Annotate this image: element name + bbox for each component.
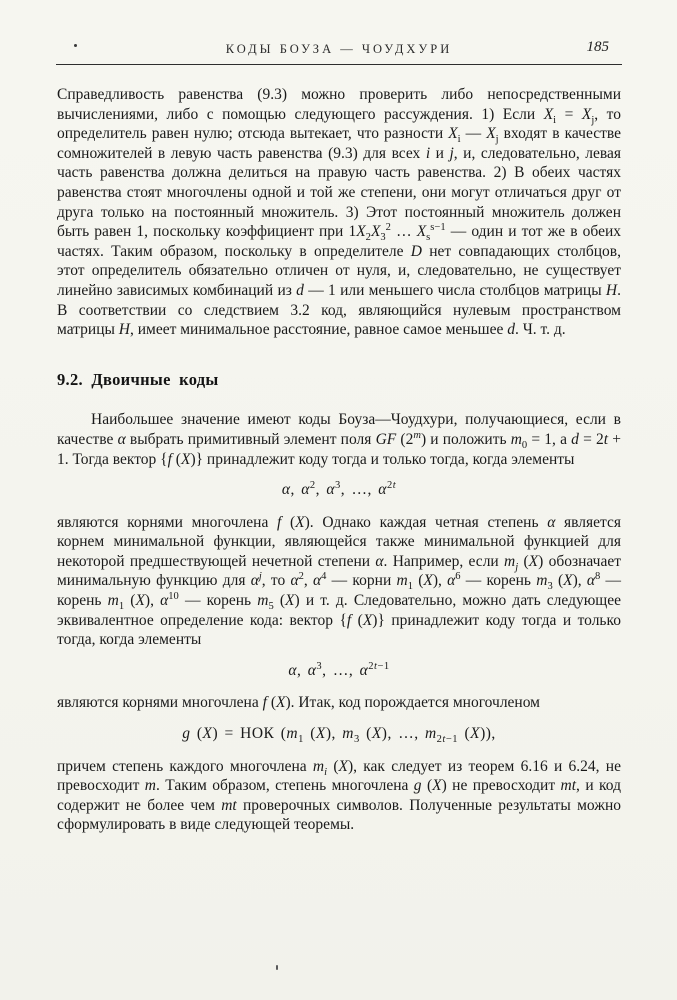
header-rule: [56, 64, 622, 65]
formula-generator-polynomial: g (X) = НОК ($m_1$ (X), $m_3$ (X), …, $m_{2t-1}$ (X)),: [182, 725, 496, 746]
formula-alpha-powers-odd: α, $\alpha^3$, …, $\alpha^{2t-1}$: [288, 660, 390, 679]
paragraph-degree-bound: причем степень каждого многочлена $m_i$ (X), как следует из теорем 6.16 и 6.24, не превосходит m. Таким образом, степень многочлена g (X) не превосходит mt, и код содержит не более чем mt проверочных символов. Полученные результаты можно сформулировать в виде следующей теоремы.: [57, 757, 621, 834]
section-heading: 9.2. Двоичные коды: [57, 369, 219, 389]
page-header: [57, 39, 621, 62]
paragraph-minimal-functions: являются корнями многочлена f (X). Однако каждая четная степень α является корнем минимальной функции, являющейся также минимальной функцией для некоторой предшествующей нечетной степени α. Например, если $m_j$ (X) обозначает минимальную функцию для $\alpha^j$, то $\alpha^2$, $\alpha^4$ — корни $m_1$ (X), $\alpha^6$ — корень $m_3$ (X), $\alpha^8$ — корень $m_1$ (X), $\alpha^{10}$ — корень $m_5$ (X) и т. д. Следовательно, можно дать следующее эквивалентное определение кода: вектор {f (X)} принадлежит коду тогда и только тогда, когда элементы: [57, 513, 622, 649]
scan-speck: [276, 965, 278, 970]
paragraph-proof: Справедливость равенства (9.3) можно проверить либо непосредственными вычислениями, либо с помощью следующего рассуждения. 1) Если $X_i = X_j$, то определитель равен нулю; отсюда вытекает, что разности $X_i$ — $X_j$ входят в качестве сомножителей в левую часть равенства (9.3) для всех i и j, и, следовательно, левая часть равенства должна делиться на правую часть равенства. 2) В обеих частях равенства стоят многочлены одной и той же степени, они могут отличаться друг от друга только на постоянный множитель. 3) Этот постоянный множитель должен быть равен 1, поскольку коэффициент при $1X_2X_3^2$ … $X_s^{s-1}$ — один и тот же в обеих частях. Таким образом, поскольку в определителе D нет совпадающих столбцов, этот определитель обязательно отличен от нуля, и, следовательно, не существует линейно зависимых комбинаций из d — 1 или меньшего числа столбцов матрицы H. В соответствии со следствием 3.2 код, являющийся нулевым пространством матрицы H, имеет минимальное расстояние, равное самое меньшее d. Ч. т. д.: [57, 86, 622, 339]
text-column: [57, 85, 621, 835]
running-title: КОДЫ БОУЗА — ЧОУДХУРИ: [225, 42, 453, 56]
page-number: 185: [586, 39, 609, 55]
formula-alpha-powers-even: α, $\alpha^2$, $\alpha^3$, …, $\alpha^{2t}$: [281, 479, 397, 499]
paragraph-generator-intro: являются корнями многочлена f (X). Итак, код порождается многочленом: [57, 694, 540, 712]
paragraph-binary-codes-intro: Наибольшее значение имеют коды Боуза—Чоудхури, получающиеся, если в качестве α выбрать примитивный элемент поля GF (2$^m$) и положить $m_0 = 1$, а d = 2t + 1. Тогда вектор {f (X)} принадлежит коду тогда и только тогда, когда элементы: [57, 411, 621, 468]
